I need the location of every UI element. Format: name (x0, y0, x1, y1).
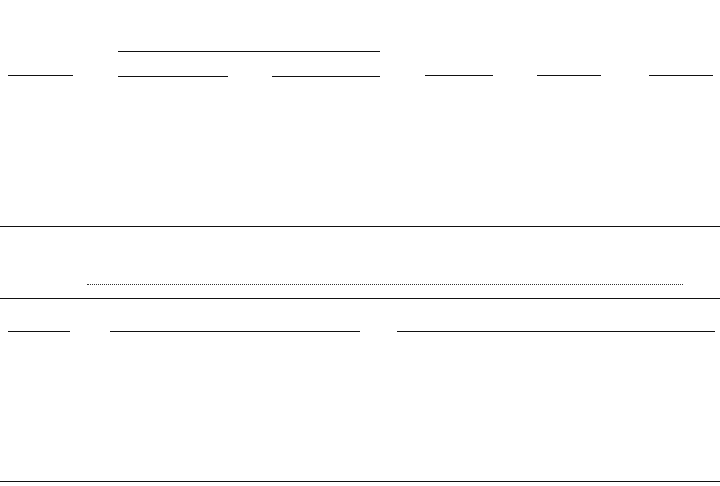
section-rule (0, 298, 720, 299)
header-descripcion-rule (110, 331, 360, 332)
header-observaciones-rule (649, 75, 713, 76)
header-codigo-rule (8, 75, 73, 76)
header-unidades-rule (425, 75, 493, 76)
section-divider (0, 226, 720, 227)
header-cantidad-rule (118, 51, 380, 52)
header-codigo-c3-rule (397, 331, 715, 332)
header-numero-orden-rule (8, 331, 70, 332)
header-renta-rule (118, 76, 228, 77)
numero-total-leader (87, 284, 683, 285)
header-factor-rule (537, 75, 601, 76)
numero-total-box[interactable] (690, 279, 714, 286)
header-teorica-rule (272, 76, 380, 77)
bottom-rule (0, 481, 720, 482)
